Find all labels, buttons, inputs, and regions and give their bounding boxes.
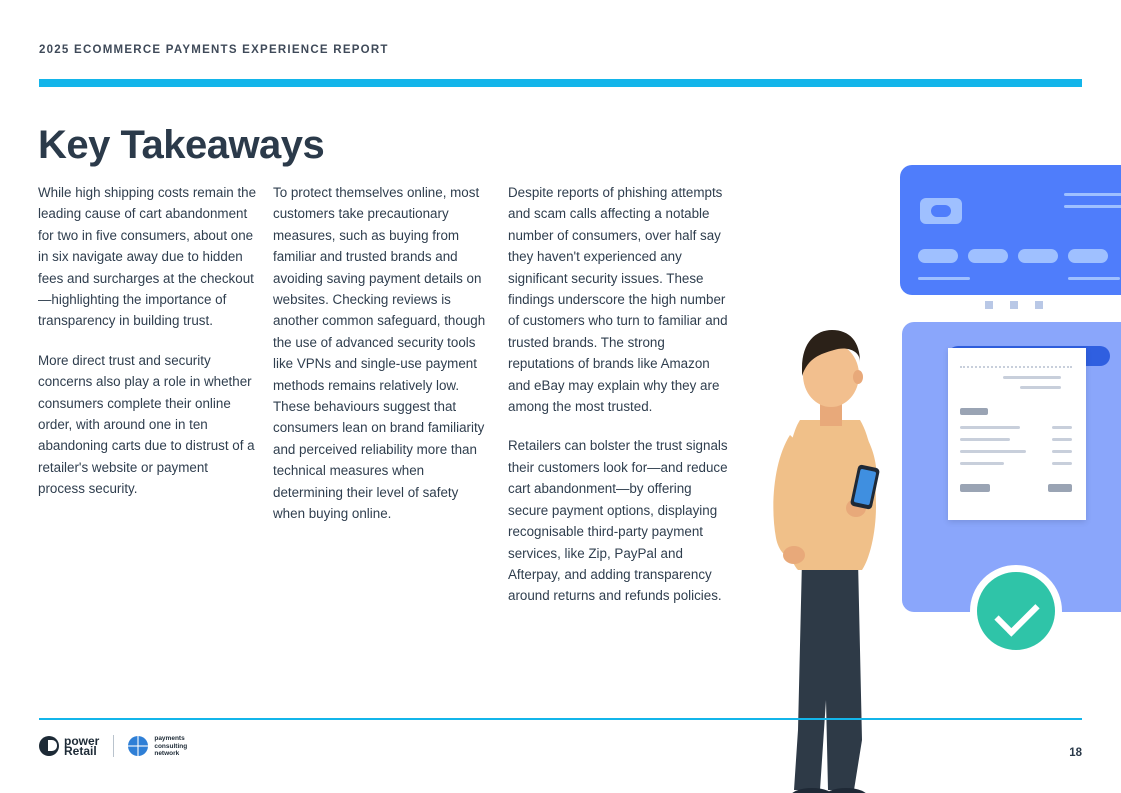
partner-line-1: payments	[154, 735, 185, 742]
page-number: 18	[1069, 747, 1082, 759]
receipt-icon	[948, 348, 1086, 520]
brand-line-2: Retail	[64, 744, 97, 759]
power-retail-mark-icon	[39, 736, 59, 756]
partner-line-2: consulting	[154, 742, 188, 750]
body-columns	[38, 182, 738, 625]
footer-logo-divider	[113, 735, 114, 757]
receipt-line	[1052, 438, 1072, 441]
card-number-block	[918, 249, 958, 263]
dot	[1035, 301, 1043, 309]
header-divider	[39, 79, 1082, 87]
payments-consulting-network-logo	[128, 735, 187, 758]
receipt-total-line	[960, 484, 990, 492]
power-retail-wordmark	[64, 734, 100, 759]
receipt-line	[960, 426, 1020, 429]
card-number-block	[1018, 249, 1058, 263]
partner-line-3: network	[154, 750, 180, 757]
report-eyebrow: 2025 ECOMMERCE PAYMENTS EXPERIENCE REPORT	[39, 44, 389, 56]
card-chip-icon	[920, 198, 962, 224]
receipt-line	[1052, 426, 1072, 429]
paragraph: More direct trust and security concerns also play a role in whether consumers complete their online order, with around one in ten abandoning carts due to distrust of a retailer's website or payment process security.	[38, 352, 255, 497]
receipt-line	[1020, 386, 1061, 389]
receipt-total-amount	[1048, 484, 1072, 492]
partner-wordmark	[154, 735, 187, 758]
receipt-line	[1003, 376, 1061, 379]
credit-card-icon	[900, 165, 1121, 295]
illustration-group	[740, 160, 1121, 680]
receipt-line	[960, 438, 1010, 441]
body-column-2	[273, 182, 493, 625]
footer-logos	[39, 735, 187, 758]
card-line	[1064, 193, 1121, 196]
page-title: Key Takeaways	[38, 123, 325, 167]
paragraph: To protect themselves online, most customers take precautionary measures, such as buying from familiar and trusted brands and avoiding saving payment details on websites. Checking reviews is another common safeguard, though the use of advanced security tools like VPNs and single-use payment methods remains relatively low. These behaviours suggest that consumers lean on brand familiarity and perceived reliability more than technical measures when determining their level of safety when buying online.	[273, 185, 486, 522]
paragraph: While high shipping costs remain the leading cause of cart abandonment for two in five consumers, about one in six navigate away due to hidden fees and surcharges at the checkout—highlighting the importance of transparency in building trust.	[38, 185, 257, 329]
card-number-block	[968, 249, 1008, 263]
check-mark-badge-icon	[970, 565, 1062, 657]
dot	[985, 301, 993, 309]
receipt-line	[1052, 462, 1072, 465]
globe-icon	[128, 736, 148, 756]
receipt-line	[1052, 450, 1072, 453]
card-detail-line	[1068, 277, 1120, 280]
person-with-phone-icon	[750, 270, 910, 793]
receipt-line	[960, 450, 1026, 453]
card-detail-line	[918, 277, 970, 280]
body-column-1	[38, 182, 258, 625]
receipt-line	[960, 462, 1004, 465]
card-number-block	[1068, 249, 1108, 263]
paragraph: Despite reports of phishing attempts and scam calls affecting a notable number of consumers, over half say they haven't experienced any significant security issues. These findings underscore the high number of customers who turn to familiar and trusted brands. The strong reputations of brands like Amazon and eBay may explain why they are among the most trusted.	[508, 185, 728, 415]
paragraph: Retailers can bolster the trust signals their customers look for—and reduce cart abandonment—by offering secure payment options, displaying recognisable third-party payment services, like Zip, PayPal and Afterpay, and adding transparency around returns and refunds policies.	[508, 438, 728, 604]
receipt-dashed-line	[960, 366, 1072, 368]
brand-line-1: power	[64, 734, 100, 749]
body-column-3	[508, 182, 728, 625]
dot	[1010, 301, 1018, 309]
card-line	[1064, 205, 1121, 208]
receipt-line	[960, 408, 988, 415]
footer-divider	[39, 718, 1082, 720]
dot-separator	[985, 301, 1043, 309]
